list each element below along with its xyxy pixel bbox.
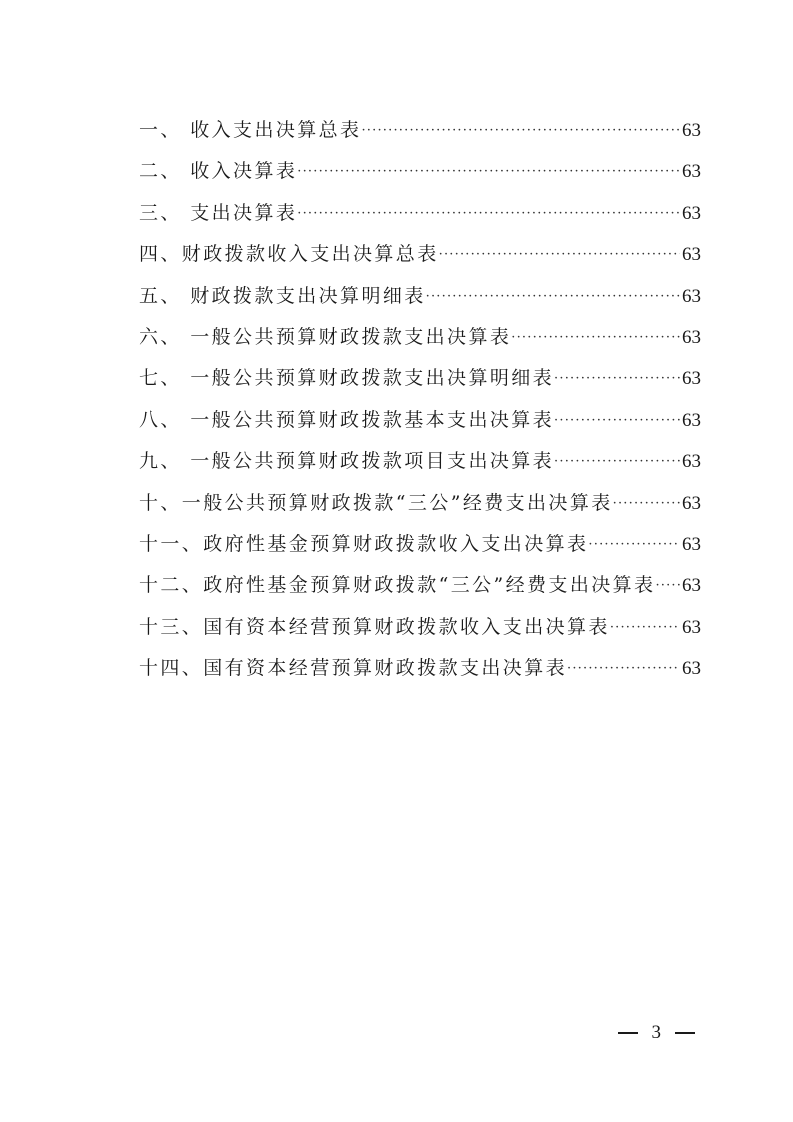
toc-entry-title: 八、 一般公共预算财政拨款基本支出决算表 (139, 408, 555, 431)
dot-leader (439, 234, 680, 275)
dot-leader (588, 524, 680, 565)
page-footer (618, 1022, 696, 1044)
toc-entry-title: 五、 财政拨款支出决算明细表 (139, 284, 426, 307)
toc-entry-page: 63 (682, 326, 701, 348)
dot-leader (426, 276, 680, 317)
toc-entry-title: 六、 一般公共预算财政拨款支出决算表 (139, 325, 512, 348)
toc-entry-page: 63 (682, 575, 701, 597)
toc-entry-page: 63 (682, 492, 701, 514)
toc-entry-page: 63 (682, 285, 701, 307)
toc-entry-4[interactable] (139, 234, 701, 275)
toc-entry-title: 二、 收入决算表 (139, 160, 298, 183)
toc-entry-12[interactable] (139, 565, 701, 606)
toc-entry-title: 四、财政拨款收入支出决算总表 (139, 243, 439, 266)
toc-entry-2[interactable] (139, 151, 701, 192)
page-number: 3 (651, 1022, 661, 1043)
toc-entry-page: 63 (682, 451, 701, 473)
toc-entry-page: 63 (682, 244, 701, 266)
dot-leader (297, 193, 680, 234)
toc-entry-page: 63 (682, 120, 701, 141)
dot-leader (613, 483, 680, 524)
toc-entry-title: 十、一般公共预算财政拨款“三公”经费支出决算表 (139, 491, 613, 514)
toc-entry-9[interactable] (139, 441, 701, 482)
toc-entry-10[interactable] (139, 483, 701, 524)
footer-dash-left (618, 1032, 638, 1033)
table-of-contents (139, 110, 701, 689)
toc-entry-page: 63 (682, 533, 701, 555)
dot-leader (554, 441, 680, 482)
toc-entry-page: 63 (682, 616, 701, 638)
dot-leader (554, 400, 680, 441)
dot-leader (554, 358, 680, 399)
toc-entry-13[interactable] (139, 607, 701, 648)
toc-entry-title: 九、 一般公共预算财政拨款项目支出决算表 (139, 450, 555, 473)
toc-entry-8[interactable] (139, 400, 701, 441)
dot-leader (361, 110, 680, 151)
toc-entry-11[interactable] (139, 524, 701, 565)
toc-entry-title: 十三、国有资本经营预算财政拨款收入支出决算表 (139, 615, 610, 638)
dot-leader (655, 565, 680, 606)
footer-dash-right (675, 1032, 695, 1033)
dot-leader (511, 317, 680, 358)
toc-entry-5[interactable] (139, 276, 701, 317)
toc-entry-title: 十二、政府性基金预算财政拨款“三公”经费支出决算表 (139, 574, 656, 597)
toc-entry-14[interactable] (139, 648, 701, 689)
toc-entry-page: 63 (682, 202, 701, 224)
toc-entry-page: 63 (682, 658, 701, 680)
toc-entry-title: 三、 支出决算表 (139, 201, 298, 224)
toc-entry-7[interactable] (139, 358, 701, 399)
toc-entry-title: 七、 一般公共预算财政拨款支出决算明细表 (139, 367, 555, 390)
toc-entry-title: 十四、国有资本经营预算财政拨款支出决算表 (139, 657, 568, 680)
toc-entry-page: 63 (682, 161, 701, 183)
toc-entry-page: 63 (682, 409, 701, 431)
toc-entry-3[interactable] (139, 193, 701, 234)
dot-leader (297, 151, 680, 192)
toc-entry-page: 63 (682, 368, 701, 390)
dot-leader (610, 607, 680, 648)
toc-entry-1[interactable] (139, 110, 701, 151)
toc-entry-title: 一、 收入支出决算总表 (139, 119, 362, 141)
toc-entry-title: 十一、政府性基金预算财政拨款收入支出决算表 (139, 532, 589, 555)
toc-entry-6[interactable] (139, 317, 701, 358)
dot-leader (567, 648, 680, 689)
